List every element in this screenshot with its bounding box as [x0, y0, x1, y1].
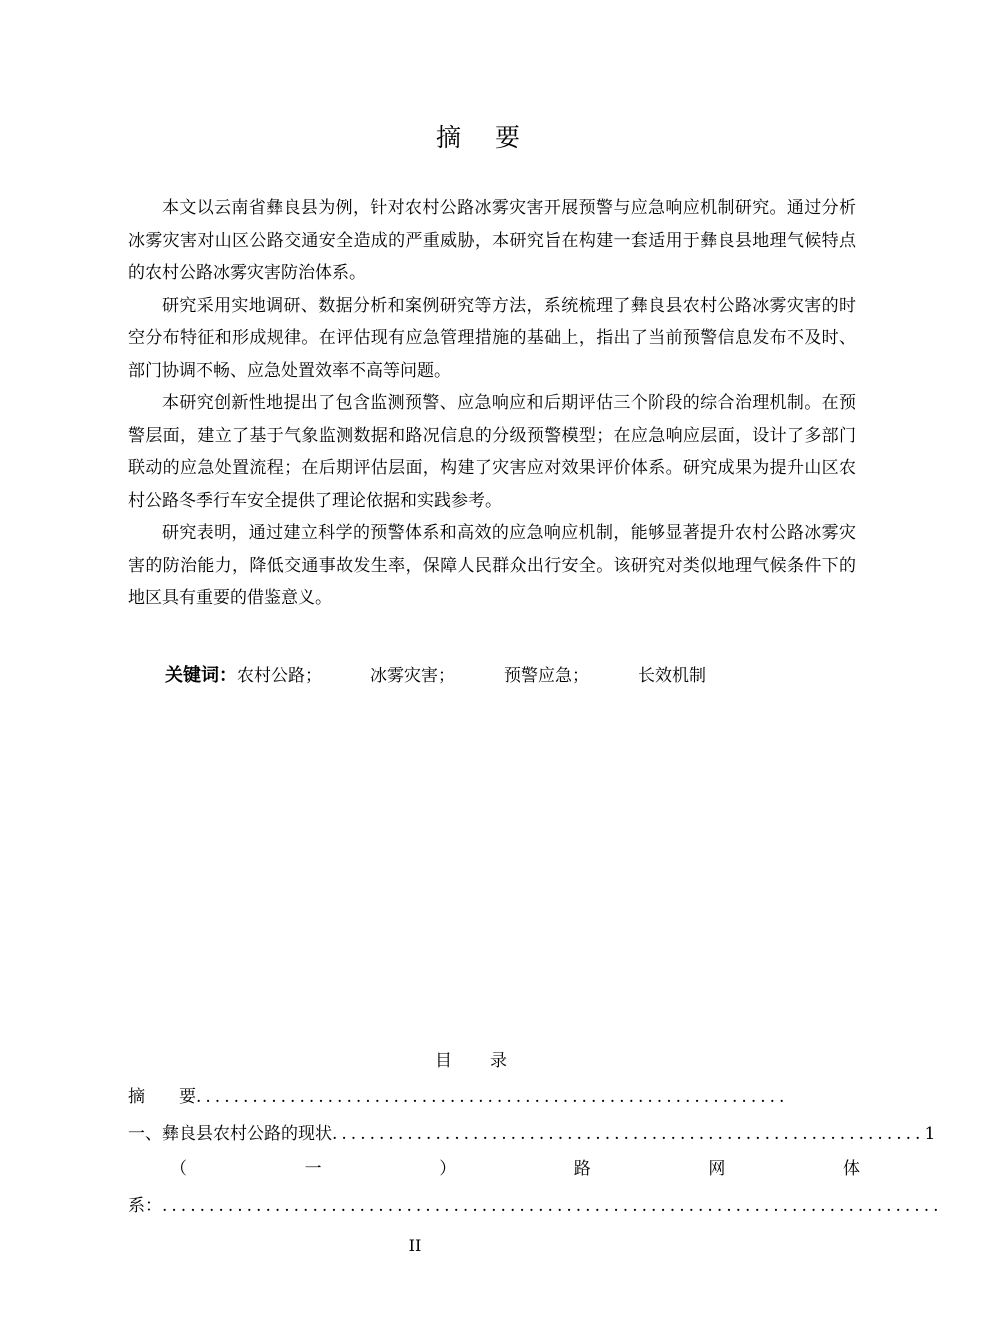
keyword: 预警应急； — [504, 666, 589, 686]
keyword: 冰雾灾害； — [370, 666, 455, 686]
abstract-paragraph: 本研究创新性地提出了包含监测预警、应急响应和后期评估三个阶段的综合治理机制。在预警层面，建立了基于气象监测数据和路况信息的分级预警模型；在应急响应层面，设计了多部门联动的应急处置流程；在后期评估层面，构建了灾害应对效果评价体系。研究成果为提升山区农村公路冬季行车安全提供了理论依据和实践参考。 — [128, 393, 856, 511]
toc-entry-text: 摘 要 — [128, 1087, 196, 1107]
abstract-paragraph: 研究表明，通过建立科学的预警体系和高效的应急响应机制，能够显著提升农村公路冰雾灾害的防治能力，降低交通事故发生率，保障人民群众出行安全。该研究对类似地理气候条件下的地区具有重要的借鉴意义。 — [128, 523, 856, 608]
toc-entry-char: 体 — [842, 1159, 860, 1179]
keywords-label: 关键词： — [165, 665, 237, 686]
page-number: II — [408, 1236, 422, 1255]
keywords-line — [165, 660, 706, 692]
abstract-title: 摘要 — [435, 123, 554, 152]
toc-entry-char: （ — [170, 1159, 187, 1179]
toc-leader-dots: ................................................................................... — [162, 1196, 943, 1216]
keyword: 长效机制 — [638, 666, 706, 686]
abstract-paragraph: 研究采用实地调研、数据分析和案例研究等方法，系统梳理了彝良县农村公路冰雾灾害的时空分布特征和形成规律。在评估现有应急管理措施的基础上，指出了当前预警信息发布不及时、部门协调不畅、应急处置效率不高等问题。 — [128, 295, 856, 381]
abstract-paragraph: 本文以云南省彝良县为例，针对农村公路冰雾灾害开展预警与应急响应机制研究。通过分析冰雾灾害对山区公路交通安全造成的严重威胁，本研究旨在构建一套适用于彝良县地理气候特点的农村公路冰雾灾害防治体系。 — [128, 198, 856, 283]
toc-entry-text: 系： — [128, 1196, 162, 1216]
toc-entry-text: 一、彝良县农村公路的现状 — [128, 1124, 332, 1144]
toc-entry-char: 路 — [573, 1159, 591, 1179]
keyword: 农村公路； — [237, 666, 322, 686]
toc-entry-continuation[interactable] — [128, 1191, 943, 1216]
toc-title: 目录 — [435, 1051, 545, 1071]
toc-entry[interactable] — [170, 1154, 860, 1179]
toc-entry-page: 1 — [924, 1124, 936, 1144]
toc-entry-char: ） — [439, 1159, 457, 1179]
toc-entry[interactable] — [128, 1082, 793, 1107]
toc-entry-char: 一 — [304, 1159, 322, 1179]
toc-leader-dots: ............................................................... — [196, 1087, 789, 1107]
toc-entry-char: 网 — [708, 1159, 726, 1179]
abstract-body — [128, 192, 856, 615]
toc-leader-dots: ............................................................... — [332, 1124, 925, 1144]
toc-entry[interactable] — [128, 1119, 936, 1144]
